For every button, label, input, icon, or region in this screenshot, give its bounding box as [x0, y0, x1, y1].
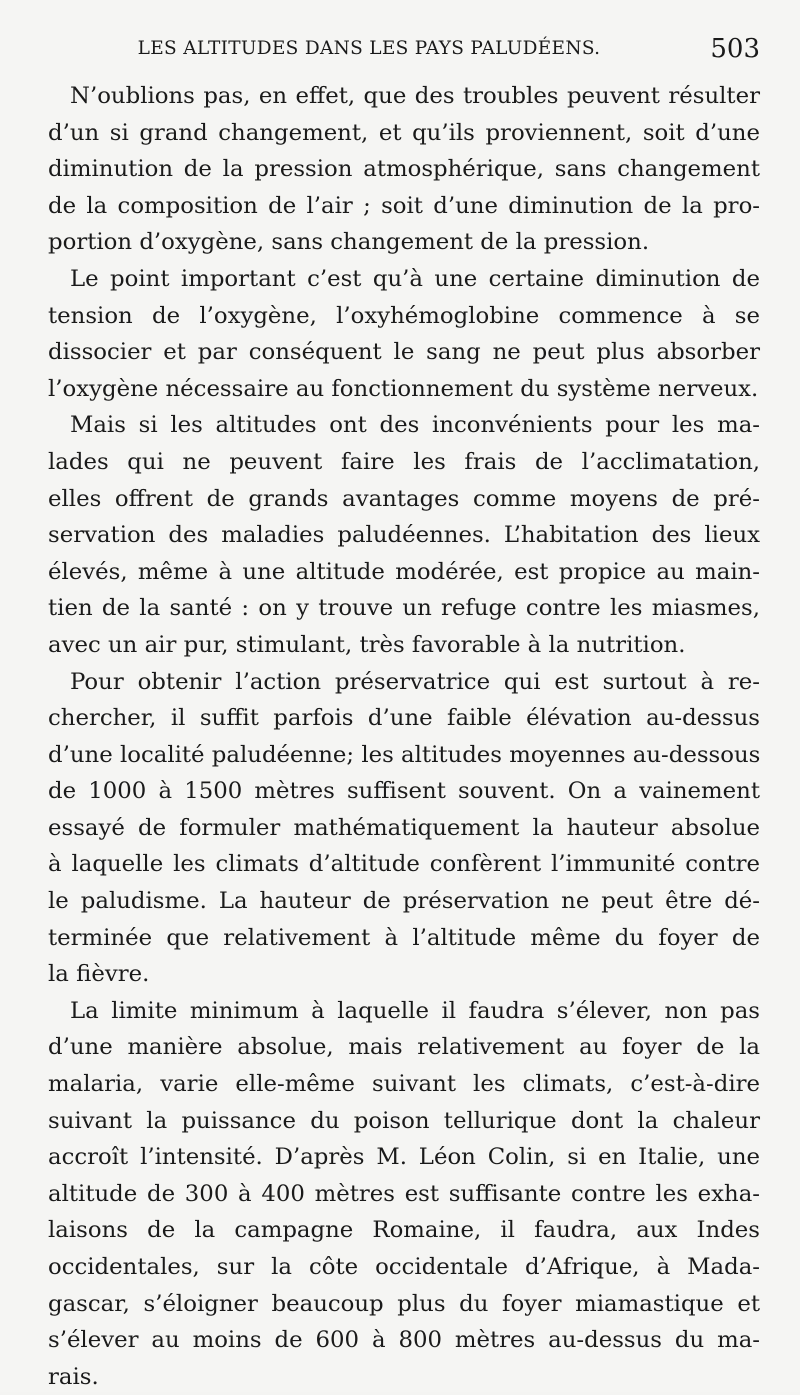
text-line: essayé de formuler mathématiquement la hauteur absolue: [48, 814, 760, 841]
text-line: le paludisme. La hauteur de préservation ne peut être dé-: [48, 888, 760, 915]
text-line: servation des maladies paludéennes. L’habitation des lieux: [48, 522, 760, 549]
text-line: altitude de 300 à 400 mètres est suffisante contre les exha-: [48, 1180, 760, 1207]
text-line: portion d’oxygène, sans changement de la pression.: [48, 229, 650, 256]
text-line: N’oublions pas, en effet, que des troubles peuvent résulter: [70, 83, 760, 109]
paragraph-5: [48, 993, 760, 1395]
text-line: de la composition de l’air ; soit d’une diminution de la pro-: [48, 192, 760, 219]
text-line: la fièvre.: [48, 961, 150, 988]
paragraph-1: [48, 78, 760, 261]
text-line: dissocier et par conséquent le sang ne peut plus absorber: [48, 339, 760, 366]
text-line: suivant la puissance du poison tellurique dont la chaleur: [48, 1107, 760, 1134]
text-line: chercher, il suffit parfois d’une faible élévation au-dessus: [48, 705, 760, 732]
text-line: d’une manière absolue, mais relativement au foyer de la: [48, 1034, 760, 1061]
text-line: terminée que relativement à l’altitude même du foyer de: [48, 924, 760, 951]
text-line: rais.: [48, 1363, 99, 1390]
text-line: La limite minimum à laquelle il faudra s’élever, non pas: [70, 997, 760, 1024]
text-line: avec un air pur, stimulant, très favorable à la nutrition.: [48, 631, 686, 658]
text-line: Le point important c’est qu’à une certaine diminution de: [70, 265, 760, 292]
text-line: diminution de la pression atmosphérique, sans changement: [48, 156, 760, 183]
text-line: malaria, varie elle-même suivant les climats, c’est-à-dire: [48, 1071, 760, 1098]
text-line: tien de la santé : on y trouve un refuge contre les miasmes,: [48, 595, 760, 622]
text-line: de 1000 à 1500 mètres suffisent souvent. On a vainement: [48, 778, 760, 805]
running-header: [48, 32, 760, 66]
text-line: tension de l’oxygène, l’oxyhémoglobine commence à se: [48, 302, 760, 329]
body-text: [48, 78, 760, 1395]
page-number: 503: [710, 34, 760, 64]
text-line: élevés, même à une altitude modérée, est propice au main-: [48, 558, 760, 585]
text-line: d’un si grand changement, et qu’ils proviennent, soit d’une: [48, 119, 760, 146]
paragraph-4: [48, 664, 760, 993]
text-line: accroît l’intensité. D’après M. Léon Colin, si en Italie, une: [48, 1144, 760, 1171]
text-line: à laquelle les climats d’altitude confèrent l’immunité contre: [48, 851, 760, 878]
paragraph-2: [48, 261, 760, 407]
text-line: lades qui ne peuvent faire les frais de l’acclimatation,: [48, 448, 760, 475]
text-line: occidentales, sur la côte occidentale d’Afrique, à Mada-: [48, 1254, 760, 1280]
text-line: Mais si les altitudes ont des inconvénients pour les ma-: [70, 412, 760, 439]
text-line: s’élever au moins de 600 à 800 mètres au-dessus du ma-: [48, 1327, 760, 1354]
text-line: d’une localité paludéenne; les altitudes moyennes au-dessous: [48, 741, 761, 768]
paragraph-3: [48, 407, 760, 663]
text-line: laisons de la campagne Romaine, il faudra, aux Indes: [48, 1217, 760, 1244]
text-line: elles offrent de grands avantages comme moyens de pré-: [48, 485, 760, 512]
text-line: Pour obtenir l’action préservatrice qui est surtout à re-: [70, 668, 760, 695]
text-line: gascar, s’éloigner beaucoup plus du foyer miamastique et: [48, 1290, 760, 1317]
text-line: l’oxygène nécessaire au fonctionnement du système nerveux.: [48, 375, 759, 402]
running-title: LES ALTITUDES DANS LES PAYS PALUDÉENS.: [137, 38, 601, 59]
